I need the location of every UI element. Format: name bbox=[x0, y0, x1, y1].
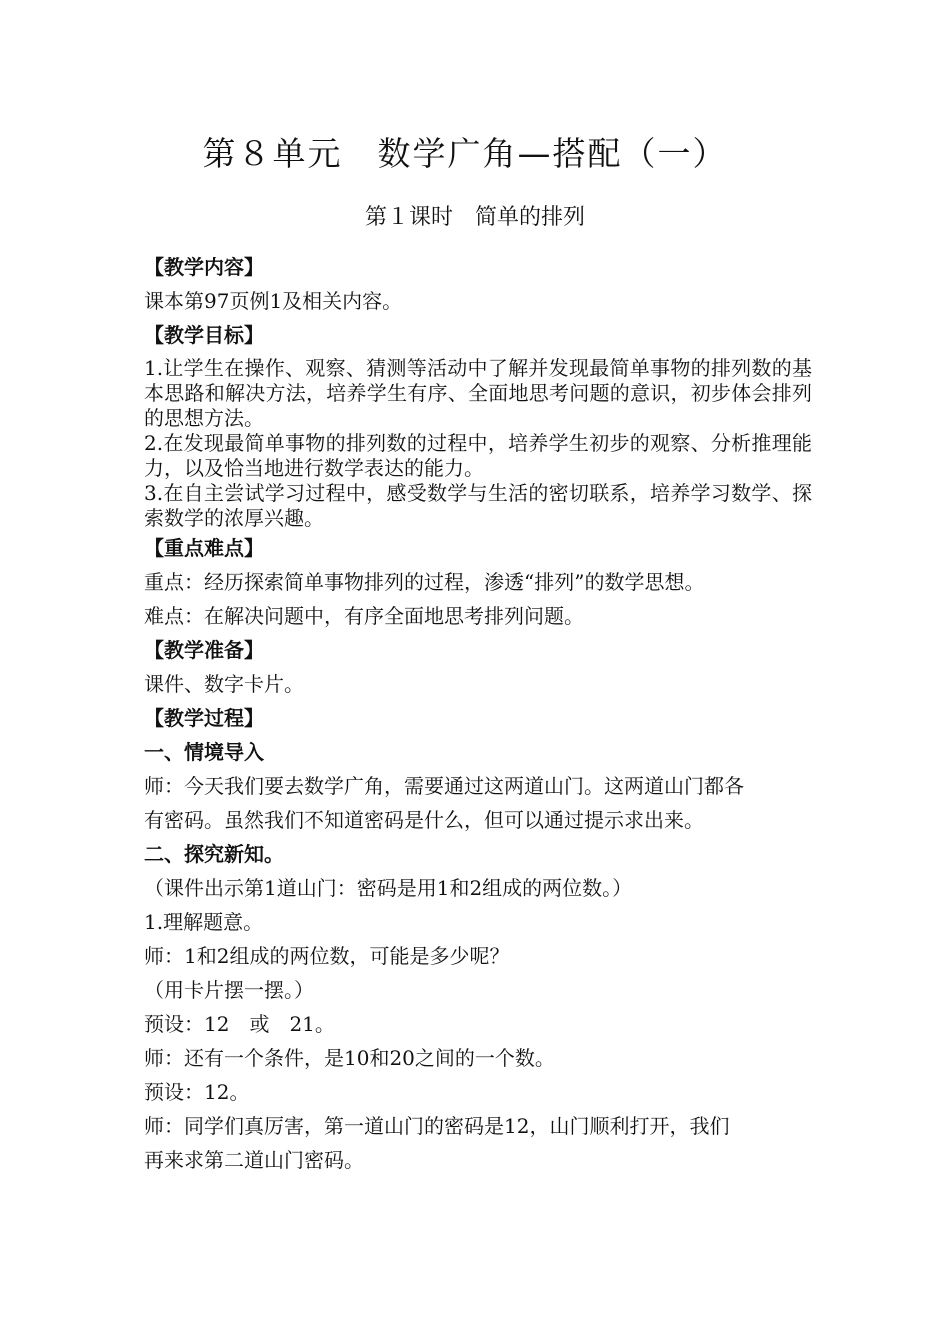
lesson-body bbox=[144, 250, 812, 1177]
lesson-subtitle: 第１课时 简单的排列 bbox=[364, 205, 585, 230]
explore-line-8: 师：同学们真厉害，第一道山门的密码是12，山门顺利打开，我们 bbox=[144, 1114, 730, 1138]
intro-line-1: 师：今天我们要去数学广角，需要通过这两道山门。这两道山门都各 bbox=[144, 774, 744, 798]
goal-item-1: 1.让学生在操作、观察、猜测等活动中了解并发现最简单事物的排列数的基本思路和解决方法，培养学生有序、全面地思考问题的意识，初步体会排列的思想方法。 bbox=[144, 356, 812, 430]
section-heading-content: 【教学内容】 bbox=[144, 255, 264, 279]
explore-line-7: 预设：12。 bbox=[144, 1080, 250, 1104]
explore-line-6: 师：还有一个条件，是10和20之间的一个数。 bbox=[144, 1046, 555, 1070]
goal-item-2: 2.在发现最简单事物的排列数的过程中，培养学生初步的观察、分析推理能力，以及恰当地进行数学表达的能力。 bbox=[144, 431, 812, 480]
goal-item-3: 3.在自主尝试学习过程中，感受数学与生活的密切联系，培养学习数学、探索数学的浓厚兴趣。 bbox=[144, 481, 812, 530]
preparation-text: 课件、数字卡片。 bbox=[144, 672, 304, 696]
difficulty-text: 难点：在解决问题中，有序全面地思考排列问题。 bbox=[144, 604, 584, 628]
section-heading-preparation: 【教学准备】 bbox=[144, 638, 264, 662]
explore-line-9: 再来求第二道山门密码。 bbox=[144, 1148, 364, 1172]
content-text: 课本第97页例1及相关内容。 bbox=[144, 289, 403, 313]
explore-line-4: （用卡片摆一摆。） bbox=[144, 978, 314, 1002]
key-point-text: 重点：经历探索简单事物排列的过程，渗透“排列”的数学思想。 bbox=[144, 570, 705, 594]
intro-line-2: 有密码。虽然我们不知道密码是什么，但可以通过提示求出来。 bbox=[144, 808, 704, 832]
section-heading-goals: 【教学目标】 bbox=[144, 323, 264, 347]
section-heading-process: 【教学过程】 bbox=[144, 706, 264, 730]
part-heading-explore: 二、探究新知。 bbox=[144, 842, 284, 866]
section-heading-key-points: 【重点难点】 bbox=[144, 536, 264, 560]
part-heading-intro: 一、情境导入 bbox=[144, 740, 264, 764]
explore-line-1: （课件出示第1道山门：密码是用1和2组成的两位数。） bbox=[144, 876, 633, 900]
explore-line-2: 1.理解题意。 bbox=[144, 910, 264, 934]
explore-line-5: 预设：12 或 21。 bbox=[144, 1012, 335, 1036]
page-title: 第８单元 数学广角—搭配（一） bbox=[202, 134, 728, 173]
explore-line-3: 师：1和2组成的两位数，可能是多少呢？ bbox=[144, 944, 510, 968]
